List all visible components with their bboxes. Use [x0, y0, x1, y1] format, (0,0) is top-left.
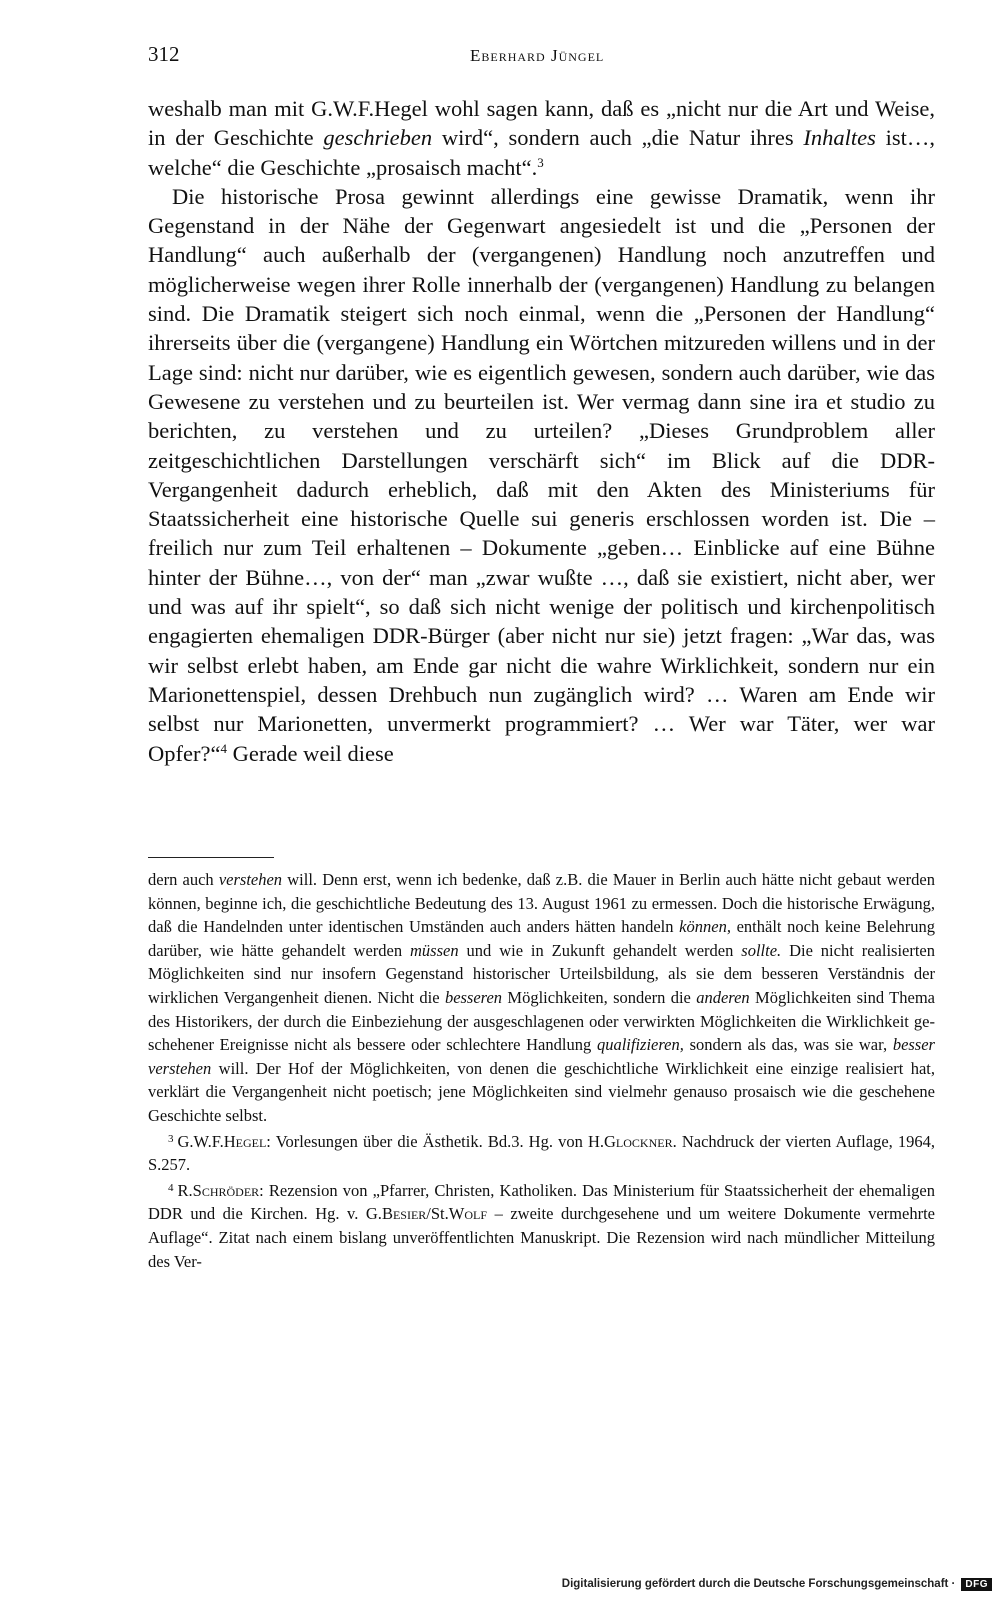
footnote-4-mark: 4 [168, 1181, 174, 1194]
text-run: Besier [381, 1204, 427, 1224]
text-run: anderen [696, 987, 750, 1007]
text-run: enthält noch keine Belehrung darüber, wie hätte gehandelt werden [148, 917, 935, 960]
text-run: will. Der Hof der Möglichkeiten, von denen die geschichtliche Wirklichkeit eine einzige realisiert hat, verklärt die Vergangenheit nicht poetisch; jene Möglichkeiten sind vielmehr genauso prosaisch wie die geschehene Geschichte selbst. [148, 1058, 935, 1125]
text-run: Möglichkeiten, sondern die [502, 987, 697, 1007]
text-run: Wolf [448, 1204, 488, 1224]
text-run: dern auch [148, 870, 219, 889]
text-run: Glockner [604, 1131, 673, 1151]
text-run: 4 [220, 740, 227, 756]
text-run: Gerade weil diese [226, 740, 394, 766]
footnote-4-text [148, 1181, 935, 1271]
text-run: geschrieben [323, 125, 433, 151]
text-run: weshalb man mit G.W.F.Hegel wohl sagen kann, daß es „nicht nur die Art und Weise, in der Geschichte [148, 96, 935, 151]
text-run: : Rezension von „Pfarrer, Christen, Katholiken. Das Ministerium für Staatssicherheit der ehemaligen DDR und die Kirchen. Hg. v. G. [148, 1180, 935, 1224]
footnote-3-mark: 3 [168, 1132, 174, 1145]
text-run: wird“, sondern auch „die Natur ihres [432, 125, 804, 151]
digitization-credit: Digitalisierung gefördert durch die Deutsche Forschungsgemeinschaft · [561, 1578, 956, 1590]
text-run: ist…, welche“ die Geschichte „prosaisch macht“. [148, 125, 935, 180]
text-run: . Nachdruck der vierten Auflage, 1964, S.257. [148, 1131, 935, 1175]
text-run: besser verstehen [148, 1035, 935, 1078]
footnote-rule [148, 857, 274, 858]
running-head: Eberhard Jüngel [470, 46, 605, 65]
text-run: Die historische Prosa gewinnt allerdings eine gewisse Dramatik, wenn ihr Gegenstand in der Nähe der Gegenwart angesiedelt ist und die „Personen der Handlung“ auch außerhalb der (vergangenen) Handlung noch anzutreffen und möglicherweise wegen ihrer Rolle innerhalb der (vergangenen) Handlung zu belangen sind. Die Dramatik steigert sich noch einmal, wenn die „Personen der Handlung“ ihrerseits über die (vergangene) Handlung ein Wörtchen mitzureden willens und in der Lage sind: nicht nur darüber, wie es eigentlich gewesen, sondern auch darüber, wie das Gewesene zu verstehen und zu beurteilen ist. Wer vermag dann sine ira et studio zu berichten, zu verstehen und zu urteilen? „Dieses Grundproblem aller zeitgeschichtlichen Darstellungen verschärft sich“ im Blick auf die DDR-Vergangenheit dadurch erheblich, daß mit den Akten des Ministeriums für Staatssicherheit eine historische Quelle sui generis erschlossen worden ist. Die – freilich nur zum Teil erhaltenen – Dokumente „geben… Einblicke auf eine Bühne hinter der Bühne…, von der“ man „zwar wußte …, daß sie existiert, nicht aber, wer und was auf ihr spielt“, so daß sich nicht wenige der politisch und kirchenpolitisch engagierten ehemaligen DDR-Bürger (aber nicht nur sie) jetzt fragen: „War das, was wir selbst erlebt haben, am Ende gar nicht die wahre Wirklichkeit, sondern nur ein Marionettenspiel, dessen Drehbuch nun zugänglich wird? … Waren am Ende wir selbst nur Marionetten, unvermerkt programmiert? … Wer war Täter, wer war Opfer?“ [148, 183, 935, 766]
text-run: verstehen [218, 870, 283, 889]
page-header [148, 42, 935, 78]
text-run: sollte. [741, 940, 782, 960]
page-number: 312 [148, 42, 180, 66]
text-run: Schröder [192, 1180, 260, 1200]
text-run: müssen [410, 940, 459, 960]
dfg-logo: DFG [961, 1578, 992, 1591]
text-run: G.W.F. [177, 1131, 224, 1151]
footnote-continuation [148, 868, 935, 1128]
text-run: R. [177, 1180, 193, 1200]
digitization-footer [562, 1573, 992, 1595]
paragraph-2 [148, 182, 935, 768]
text-run: besseren [444, 987, 503, 1007]
main-text [148, 94, 935, 768]
text-run: Möglichkeiten sind Thema des Historikers, der durch die Einbeziehung der ausgeschlagenen oder verwirkten Möglichkeiten die Wirklichkeit geschehener Ereignisse nicht als bessere oder schlechtere Handlung [148, 987, 935, 1055]
footnote-4 [148, 1177, 935, 1273]
text-run: 3 [537, 154, 544, 170]
text-run: – zweite durchgesehene und um weitere Dokumente vermehrte Auflage“. Zitat nach einem bislang unveröffentlichten Manuskript. Die Rezension wird nach mündlicher Mitteilung des Ver- [148, 1204, 935, 1271]
text-run: qualifizieren, [596, 1035, 684, 1055]
text-run: Inhaltes [803, 125, 876, 151]
paragraph-1 [148, 94, 935, 182]
text-run: Hegel [223, 1131, 267, 1151]
text-run: und wie in Zukunft gehandelt werden [458, 940, 742, 960]
text-run: will. Denn erst, wenn ich bedenke, daß z.B. die Mauer in Berlin auch hätte nicht gebaut werden können, beginne ich, die geschichtliche Bedeutung des 13. August 1961 zu ermessen. Doch die historische Erwägung, daß die Handelnden unter identischen Umständen auch anders hätten handeln [148, 870, 935, 937]
text-run: : Vorlesungen über die Ästhetik. Bd.3. Hg. von H. [266, 1131, 604, 1151]
footnotes [148, 868, 935, 1273]
text-run: sondern als das, was sie war, [683, 1035, 893, 1055]
text-run: /St. [426, 1204, 449, 1224]
text-run: können, [679, 917, 731, 937]
footnote-3 [148, 1128, 935, 1177]
footnote-3-text [148, 1132, 935, 1175]
text-run: Die nicht realisierten Möglichkeiten sind nur insofern Gegenstand historischer Urteilsbildung, als sie dem besseren Verständnis der wirklichen Vergangenheit dienen. Nicht die [148, 940, 936, 1007]
